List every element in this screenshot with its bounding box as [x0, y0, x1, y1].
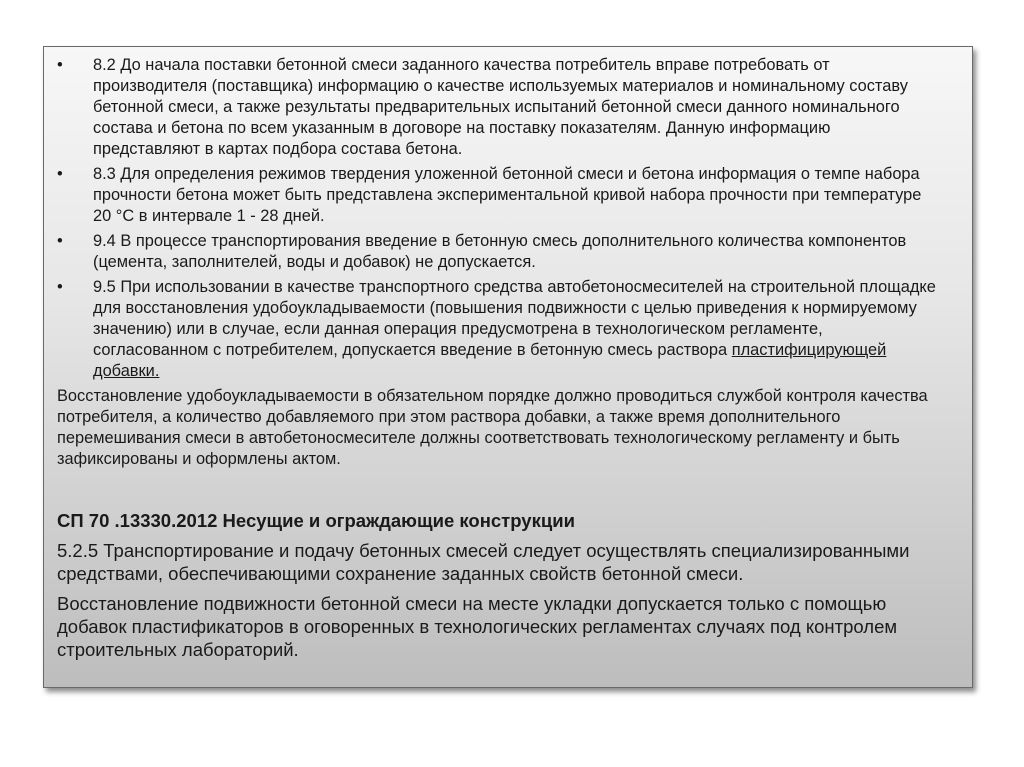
underlined-text: пластифицирующей добавки. — [93, 341, 887, 380]
bullet-text: 8.2 До начала поставки бетонной смеси заданного качества потребитель вправе потребовать от производителя (поставщика) информацию о качестве используемых материалов и номинальному составу бетонной смеси, а также результаты предварительных испытаний бетонной смеси данного номинального состава и бетона по всем указанным в договоре на поставку показателям. Данную информацию представляют в картах подбора состава бетона. — [93, 56, 908, 158]
restore-paragraph: Восстановление удобоукладываемости в обязательном порядке должно проводиться службой контроля качества потребителя, а количество добавляемого при этом раствора добавки, а также время дополнительного перемешивания смеси в автобетоносмесителе должны соответствовать технологическому регламенту и быть зафиксированы и оформлены актом. — [57, 387, 928, 468]
paragraph-5-2-5: 5.2.5 Транспортирование и подачу бетонных смесей следует осуществлять специализированными средствами, обеспечивающими сохранение заданных свойств бетонной смеси. — [57, 540, 910, 584]
bullet-item-9-4 — [57, 231, 942, 273]
bullet-item-9-5 — [57, 277, 942, 382]
bullet-text: 8.3 Для определения режимов твердения уложенной бетонной смеси и бетона информация о темпе набора прочности бетона может быть представлена экспериментальной кривой набора прочности при температуре 20 °С в интервале 1 - 28 дней. — [93, 165, 922, 225]
bullet-marker: • — [57, 278, 63, 296]
bullet-marker: • — [57, 56, 63, 74]
bullet-item-8-3 — [57, 164, 942, 227]
slide-content-box — [43, 46, 973, 688]
bullet-list — [57, 55, 942, 382]
bullet-text: 9.5 При использовании в качестве транспортного средства автобетоносмесителей на строительной площадке для восстановления удобоукладываемости (повышения подвижности с целью приведения к нормируемому значению) или в случае, если данная операция предусмотрена в технологическом регламенте, согласованном с потребителем, допускается введение в бетонную смесь раствора — [93, 278, 936, 359]
section-heading: СП 70 .13330.2012 Несущие и ограждающие конструкции — [57, 510, 575, 531]
bullet-marker: • — [57, 232, 63, 250]
bullet-marker: • — [57, 165, 63, 183]
bullet-text: 9.4 В процессе транспортирования введение в бетонную смесь дополнительного количества компонентов (цемента, заполнителей, воды и добавок) не допускается. — [93, 232, 907, 271]
bullet-item-8-2 — [57, 55, 942, 160]
paragraph-final: Восстановление подвижности бетонной смеси на месте укладки допускается только с помощью добавок пластификаторов в оговоренных в технологических регламентах случаях под контролем строительных лабораторий. — [57, 593, 898, 660]
